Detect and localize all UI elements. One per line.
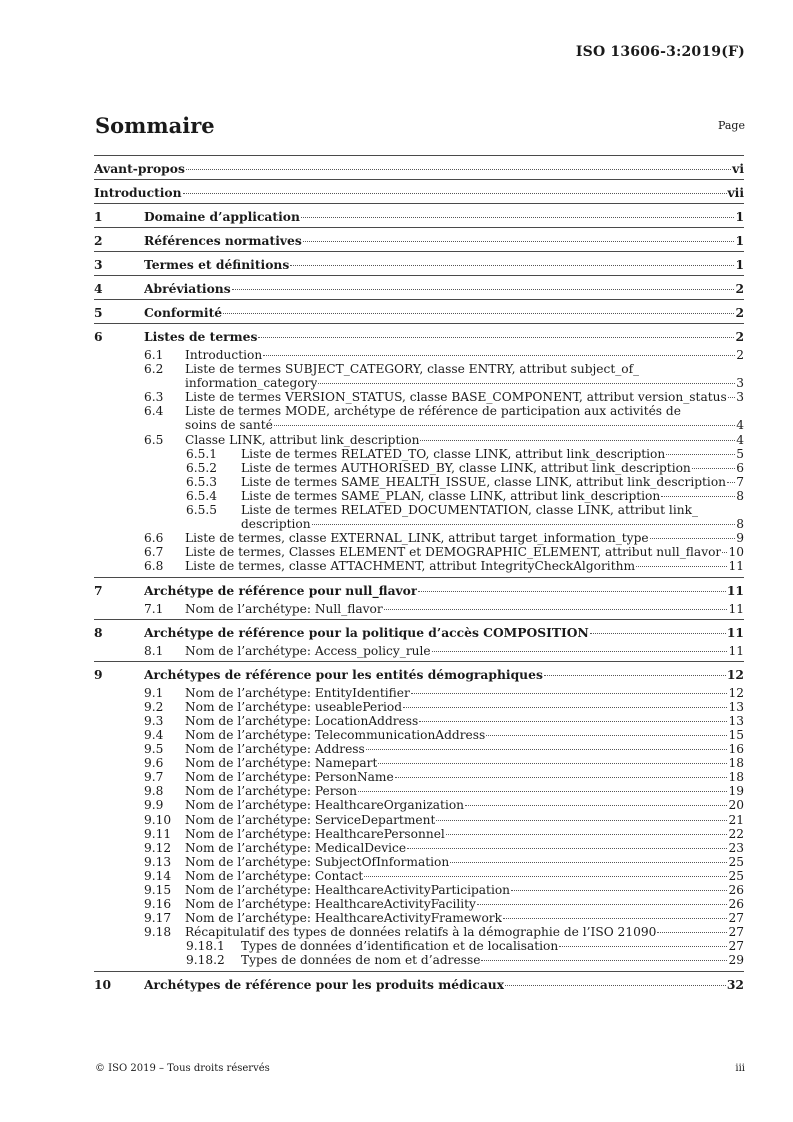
toc-entry-section-1[interactable] <box>94 203 744 227</box>
dot-leader <box>505 985 726 986</box>
toc-entry-title: Nom de l’archétype: HealthcareOrganization <box>185 798 465 813</box>
toc-entry-number: 4 <box>94 281 103 296</box>
toc-entry-title: Liste de termes RELATED_TO, classe LINK, attribut link_description <box>241 446 666 461</box>
dot-leader <box>358 791 728 792</box>
toc-entry-page: 27 <box>728 939 744 954</box>
toc-entry-page: 26 <box>728 897 744 912</box>
toc-subentry[interactable] <box>94 855 744 869</box>
dot-leader <box>403 707 727 708</box>
toc-entry-number: 6.6 <box>144 531 164 546</box>
toc-entry-page: vi <box>732 161 744 176</box>
toc-entry-page: 11 <box>726 624 744 640</box>
toc-entry-number: 9 <box>94 666 103 682</box>
toc-entry-number: 8.1 <box>144 643 164 658</box>
toc-entry-page: 32 <box>726 976 744 992</box>
toc-subsubentry[interactable] <box>94 953 744 967</box>
table-of-contents <box>94 155 744 995</box>
toc-entry-number: 3 <box>94 257 103 272</box>
toc-subentry[interactable] <box>94 827 744 841</box>
toc-subentry[interactable] <box>94 390 744 404</box>
toc-entry-number: 2 <box>94 233 103 248</box>
toc-entry-page: 2 <box>735 329 744 344</box>
toc-entry-title: Liste de termes RELATED_DOCUMENTATION, classe LINK, attribut link_ <box>241 503 699 518</box>
dot-leader <box>477 904 728 905</box>
toc-subentry[interactable] <box>94 925 744 939</box>
toc-entry-number: 9.11 <box>144 826 172 841</box>
dot-leader <box>436 820 727 821</box>
toc-entry-title: Nom de l’archétype: HealthcareActivityFramework <box>185 911 503 926</box>
toc-entry-number: 6.5.2 <box>186 460 218 475</box>
toc-entry-title: Listes de termes <box>144 329 258 344</box>
toc-entry-number: 10 <box>94 976 112 992</box>
toc-subsubentry[interactable] <box>94 475 744 489</box>
toc-entry-title: Liste de termes SUBJECT_CATEGORY, classe ENTRY, attribut subject_of_ <box>185 362 640 377</box>
toc-entry-page: 16 <box>728 742 744 757</box>
toc-entry-title: Nom de l’archétype: Namepart <box>185 756 378 771</box>
toc-entry-title: Archétypes de référence pour les entités démographiques <box>144 666 543 682</box>
toc-entry-title: Liste de termes, classe EXTERNAL_LINK, attribut target_information_type <box>185 531 649 546</box>
toc-entry-section-4[interactable] <box>94 275 744 299</box>
toc-entry-title: Liste de termes, classe ATTACHMENT, attribut IntegrityCheckAlgorithm <box>185 559 635 574</box>
toc-entry-number: 7.1 <box>144 601 164 616</box>
toc-entry-page: 25 <box>728 854 744 869</box>
toc-subentry[interactable] <box>94 869 744 883</box>
toc-entry-page: 29 <box>728 953 744 968</box>
toc-entry-page: 11 <box>728 601 744 616</box>
toc-entry-title: Nom de l’archétype: PersonName <box>185 770 394 785</box>
dot-leader <box>544 675 726 676</box>
toc-entry-page: 3 <box>736 390 744 405</box>
footer-page-number: iii <box>735 1063 745 1074</box>
toc-entry-number: 9.4 <box>144 727 164 742</box>
dot-leader <box>186 169 731 170</box>
toc-entry-page: 13 <box>728 699 744 714</box>
dot-leader <box>511 890 727 891</box>
toc-entry-page: 25 <box>728 868 744 883</box>
toc-entry-number: 6.4 <box>144 404 164 419</box>
toc-entry-number: 9.2 <box>144 699 164 714</box>
dot-leader <box>301 217 735 218</box>
toc-entry-page: 13 <box>728 713 744 728</box>
toc-subentry[interactable] <box>94 602 744 616</box>
toc-entry-page: 12 <box>726 666 744 682</box>
toc-entry-page: 20 <box>728 798 744 813</box>
toc-entry-title: Archétype de référence pour la politique d’accès COMPOSITION <box>144 624 589 640</box>
dot-leader <box>661 496 735 497</box>
toc-entry-page: 6 <box>736 460 744 475</box>
toc-subentry[interactable] <box>94 911 744 925</box>
dot-leader <box>692 468 735 469</box>
toc-entry-number: 9.9 <box>144 798 164 813</box>
toc-subentry[interactable] <box>94 770 744 784</box>
toc-subentry[interactable] <box>94 404 744 432</box>
toc-entry-title: Nom de l’archétype: useablePeriod <box>185 699 403 714</box>
dot-leader <box>263 355 735 356</box>
toc-subsubentry[interactable] <box>94 503 744 531</box>
toc-entry-page: 11 <box>728 643 744 658</box>
toc-entry-number: 6 <box>94 329 103 344</box>
toc-entry-title: Types de données d’identification et de localisation <box>241 939 559 954</box>
dot-leader <box>481 960 727 961</box>
toc-entry-page: vii <box>727 185 744 200</box>
dot-leader <box>446 834 728 835</box>
toc-entry-number: 9.18 <box>144 925 172 940</box>
toc-entry-page: 21 <box>728 812 744 827</box>
toc-entry-title: Liste de termes SAME_HEALTH_ISSUE, classe LINK, attribut link_description <box>241 474 727 489</box>
dot-leader <box>318 383 735 384</box>
toc-entry-number: 9.6 <box>144 756 164 771</box>
toc-entry-number: 1 <box>94 209 103 224</box>
dot-leader <box>274 425 735 426</box>
toc-entry-title: Récapitulatif des types de données relatifs à la démographie de l’ISO 21090 <box>185 925 657 940</box>
toc-entry-page: 9 <box>736 531 744 546</box>
toc-subsubentry[interactable] <box>94 461 744 475</box>
toc-entry-number: 6.5 <box>144 432 164 447</box>
toc-entry-title: Liste de termes, Classes ELEMENT et DEMOGRAPHIC_ELEMENT, attribut null_flavor <box>185 545 722 560</box>
toc-entry-page: 1 <box>735 209 744 224</box>
toc-entry-page: 18 <box>728 756 744 771</box>
dot-leader <box>465 805 727 806</box>
toc-entry-number: 6.7 <box>144 545 164 560</box>
toc-entry-page: 1 <box>735 257 744 272</box>
toc-entry-page: 23 <box>728 840 744 855</box>
toc-group-section-8 <box>94 619 744 661</box>
toc-subentry[interactable] <box>94 531 744 545</box>
toc-entry-title: Nom de l’archétype: Null_flavor <box>185 601 383 616</box>
dot-leader <box>384 609 728 610</box>
dot-leader <box>378 763 727 764</box>
toc-entry-number: 9.5 <box>144 742 164 757</box>
toc-entry-page: 3 <box>736 376 744 391</box>
toc-subentry[interactable] <box>94 348 744 362</box>
toc-entry-title: Nom de l’archétype: Contact <box>185 868 364 883</box>
toc-entry-title: Abréviations <box>144 281 231 296</box>
dot-leader <box>419 721 727 722</box>
toc-entry-number: 9.17 <box>144 911 172 926</box>
toc-group-section-7 <box>94 577 744 619</box>
dot-leader <box>727 482 735 483</box>
toc-subentry[interactable] <box>94 728 744 742</box>
toc-entry-number: 9.1 <box>144 685 164 700</box>
toc-subentry[interactable] <box>94 700 744 714</box>
toc-entry-title: Introduction <box>185 348 263 362</box>
dot-leader <box>432 651 728 652</box>
dot-leader <box>590 633 726 634</box>
dot-leader <box>636 566 727 567</box>
toc-subsubentry[interactable] <box>94 939 744 953</box>
dot-leader <box>657 932 727 933</box>
dot-leader <box>420 440 735 441</box>
toc-entry-number: 9.14 <box>144 868 172 883</box>
toc-entry-title: Types de données de nom et d’adresse <box>241 953 481 968</box>
toc-entry-number: 7 <box>94 582 103 598</box>
toc-entry-page: 27 <box>728 911 744 926</box>
toc-entry-number: 9.13 <box>144 854 172 869</box>
toc-entry-title-continued: description <box>241 517 311 532</box>
toc-entry-number: 9.3 <box>144 713 164 728</box>
toc-entry-title: Archétype de référence pour null_flavor <box>144 582 418 598</box>
toc-subsubentry[interactable] <box>94 489 744 503</box>
toc-subentry[interactable] <box>94 714 744 728</box>
toc-entry-title: Nom de l’archétype: Address <box>185 742 365 757</box>
toc-entry-title: Liste de termes SAME_PLAN, classe LINK, attribut link_description <box>241 488 661 503</box>
dot-leader <box>290 265 734 266</box>
toc-entry-title: Avant-propos <box>94 161 185 176</box>
toc-entry-title: Nom de l’archétype: EntityIdentifier <box>185 685 410 700</box>
toc-entry-page: 4 <box>736 432 744 447</box>
toc-entry-title: Nom de l’archétype: TelecommunicationAddress <box>185 727 486 742</box>
dot-leader <box>486 735 727 736</box>
dot-leader <box>559 946 727 947</box>
toc-entry-title: Termes et définitions <box>144 257 290 272</box>
toc-entry-number: 6.8 <box>144 559 164 574</box>
dot-leader <box>418 591 726 592</box>
toc-entry-title: Liste de termes VERSION_STATUS, classe BASE_COMPONENT, attribut version_status <box>185 390 727 405</box>
toc-subentry[interactable] <box>94 362 744 390</box>
toc-subentry[interactable] <box>94 433 744 447</box>
toc-entry-number: 8 <box>94 624 103 640</box>
toc-entry-number: 9.8 <box>144 784 164 799</box>
toc-subentry[interactable] <box>94 897 744 911</box>
toc-entry-section-7[interactable] <box>94 578 744 602</box>
toc-entry-title: Classe LINK, attribut link_description <box>185 432 420 447</box>
toc-entry-section-9[interactable] <box>94 662 744 686</box>
toc-subentry[interactable] <box>94 545 744 559</box>
dot-leader <box>303 241 735 242</box>
toc-subentry[interactable] <box>94 883 744 897</box>
toc-entry-page: 18 <box>728 770 744 785</box>
toc-entry-number: 9.16 <box>144 897 172 912</box>
toc-subentry[interactable] <box>94 559 744 573</box>
dot-leader <box>232 289 735 290</box>
dot-leader <box>407 848 727 849</box>
dot-leader <box>183 193 727 194</box>
dot-leader <box>722 552 727 553</box>
toc-entry-number: 6.5.4 <box>186 488 218 503</box>
toc-entry-number: 9.15 <box>144 883 172 897</box>
toc-entry-title: Conformité <box>144 305 223 320</box>
toc-subentry[interactable] <box>94 644 744 658</box>
toc-entry-page: 5 <box>736 446 744 461</box>
toc-entry-page: 11 <box>728 559 744 574</box>
dot-leader <box>411 693 728 694</box>
toc-entry-title: Introduction <box>94 185 182 200</box>
dot-leader <box>366 749 728 750</box>
toc-subentry[interactable] <box>94 784 744 798</box>
toc-entry-number: 9.18.1 <box>186 939 225 954</box>
dot-leader <box>650 538 736 539</box>
toc-entry-title: Domaine d’application <box>144 209 300 224</box>
toc-entry-number: 6.2 <box>144 362 164 377</box>
page-title: Sommaire <box>95 113 215 138</box>
dot-leader <box>364 876 727 877</box>
toc-entry-number: 9.7 <box>144 770 164 785</box>
toc-subsubentry[interactable] <box>94 447 744 461</box>
toc-entry-page: 22 <box>728 826 744 841</box>
toc-entry-section-6[interactable] <box>94 324 744 348</box>
toc-entry-number: 6.5.3 <box>186 474 218 489</box>
dot-leader <box>666 454 735 455</box>
toc-entry-number: 6.3 <box>144 390 164 405</box>
footer-copyright: © ISO 2019 – Tous droits réservés <box>95 1063 270 1074</box>
document-id: ISO 13606-3:2019(F) <box>575 44 745 60</box>
toc-entry-title: Nom de l’archétype: LocationAddress <box>185 713 419 728</box>
toc-entry-title: Nom de l’archétype: Person <box>185 784 357 799</box>
toc-entry-title: Nom de l’archétype: ServiceDepartment <box>185 812 436 827</box>
toc-entry-title: Nom de l’archétype: HealthcarePersonnel <box>185 826 445 841</box>
toc-entry-page: 7 <box>736 474 744 489</box>
toc-entry-title: Archétypes de référence pour les produits médicaux <box>144 976 505 992</box>
toc-entry-number: 9.10 <box>144 812 172 827</box>
toc-entry-title: Nom de l’archétype: SubjectOfInformation <box>185 854 450 869</box>
toc-entry-page: 15 <box>728 727 744 742</box>
toc-entry-section-10[interactable] <box>94 971 744 995</box>
toc-entry-title: Nom de l’archétype: HealthcareActivityParticipation <box>185 883 511 897</box>
dot-leader <box>258 337 734 338</box>
toc-entry-avant-propos[interactable] <box>94 155 744 179</box>
toc-entry-page: 26 <box>728 883 744 897</box>
toc-entry-section-5[interactable] <box>94 299 744 323</box>
toc-subentry[interactable] <box>94 813 744 827</box>
dot-leader <box>450 862 727 863</box>
toc-entry-page: 8 <box>736 488 744 503</box>
dot-leader <box>312 524 736 525</box>
toc-entry-section-8[interactable] <box>94 620 744 644</box>
toc-entry-section-3[interactable] <box>94 251 744 275</box>
toc-entry-number: 6.1 <box>144 348 164 362</box>
toc-entry-number: 6.5.1 <box>186 446 218 461</box>
toc-entry-number: 9.18.2 <box>186 953 225 968</box>
toc-entry-page: 19 <box>728 784 744 799</box>
toc-subentry[interactable] <box>94 756 744 770</box>
toc-entry-page: 2 <box>735 305 744 320</box>
toc-entry-page: 1 <box>735 233 744 248</box>
dot-leader <box>395 777 728 778</box>
toc-entry-page: 10 <box>728 545 744 560</box>
toc-entry-page: 8 <box>736 517 744 532</box>
toc-group-section-6 <box>94 323 744 577</box>
dot-leader <box>728 397 736 398</box>
toc-entry-number: 5 <box>94 305 103 320</box>
toc-entry-page: 12 <box>728 685 744 700</box>
toc-entry-title: Liste de termes MODE, archétype de référence de participation aux activités de <box>185 404 681 419</box>
toc-entry-title: Nom de l’archétype: Access_policy_rule <box>185 643 431 658</box>
toc-entry-page: 11 <box>726 582 744 598</box>
toc-entry-section-2[interactable] <box>94 227 744 251</box>
toc-entry-title-continued: information_category <box>185 376 318 391</box>
toc-entry-introduction[interactable] <box>94 179 744 203</box>
toc-entry-title: Liste de termes AUTHORISED_BY, classe LINK, attribut link_description <box>241 460 691 475</box>
page-column-label: Page <box>717 119 745 132</box>
toc-entry-title: Nom de l’archétype: MedicalDevice <box>185 840 407 855</box>
toc-entry-page: 2 <box>736 348 744 362</box>
toc-entry-number: 6.5.5 <box>186 503 218 518</box>
dot-leader <box>223 313 734 314</box>
toc-entry-title: Références normatives <box>144 233 302 248</box>
toc-entry-page: 27 <box>728 925 744 940</box>
toc-group-section-9 <box>94 661 744 971</box>
toc-entry-title: Nom de l’archétype: HealthcareActivityFacility <box>185 897 476 912</box>
toc-subentry[interactable] <box>94 841 744 855</box>
dot-leader <box>503 918 727 919</box>
toc-subentry[interactable] <box>94 686 744 700</box>
toc-subentry[interactable] <box>94 798 744 812</box>
toc-entry-page: 2 <box>735 281 744 296</box>
toc-entry-number: 9.12 <box>144 840 172 855</box>
toc-entry-title-continued: soins de santé <box>185 418 273 433</box>
toc-entry-page: 4 <box>736 418 744 433</box>
toc-subentry[interactable] <box>94 742 744 756</box>
